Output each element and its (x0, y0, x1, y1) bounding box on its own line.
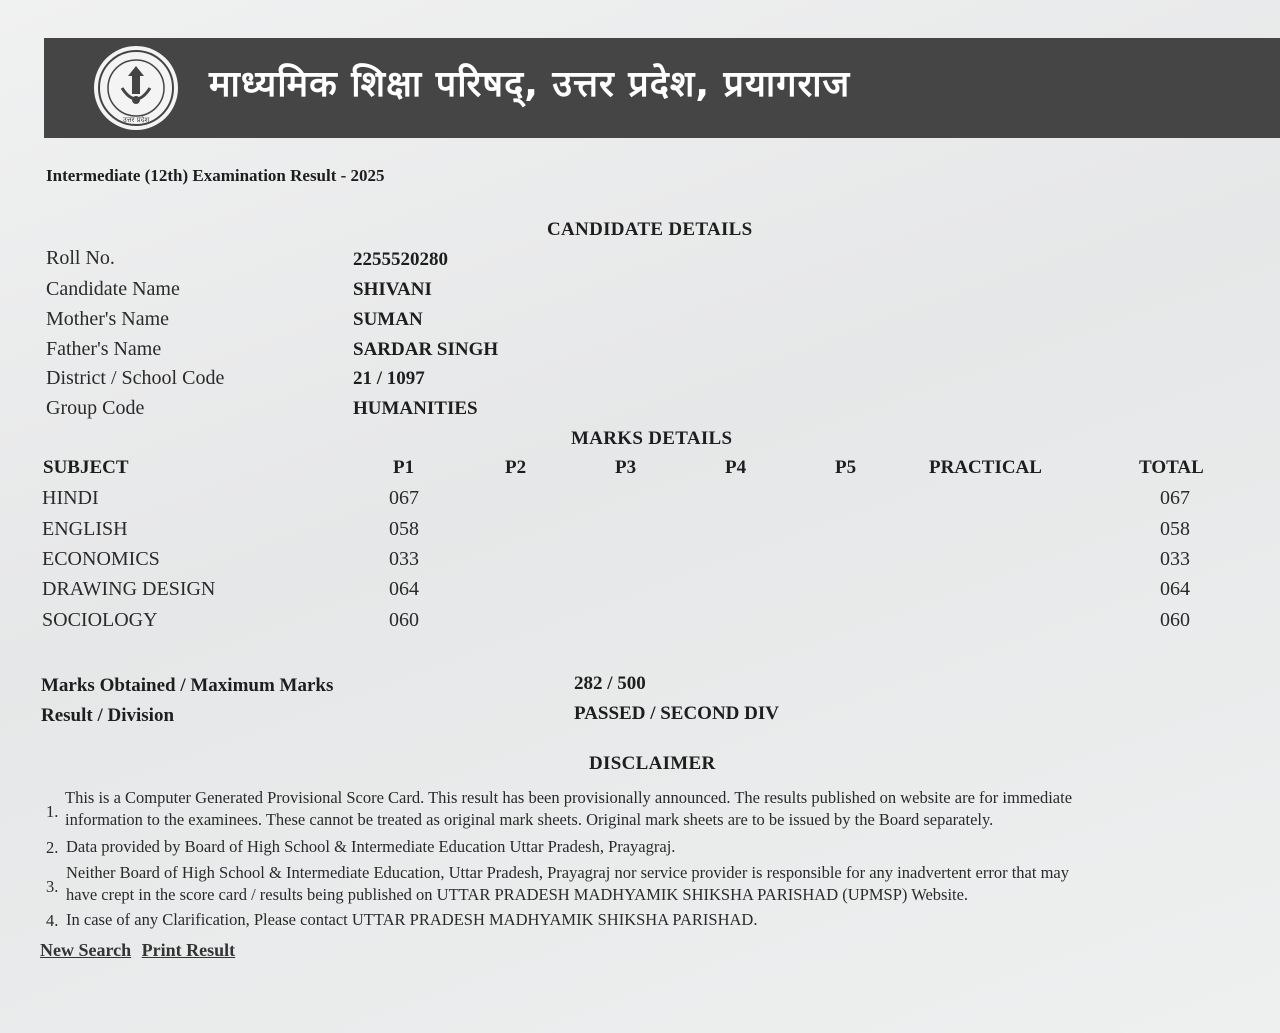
p1-sociology: 060 (389, 609, 419, 631)
total-drawing-design: 064 (1160, 578, 1190, 600)
subject-hindi: HINDI (42, 487, 99, 509)
disclaimer-item-1-line-2: information to the examinees. These cannot be treated as original mark sheets. Original mark sheets are to be issued by the Board separately. (65, 810, 994, 829)
total-hindi: 067 (1160, 487, 1190, 509)
header-p5: P5 (835, 457, 857, 478)
marks-obtained-value: 282 / 500 (574, 673, 646, 694)
disclaimer-item-2-line-1: Data provided by Board of High School & Intermediate Education Uttar Pradesh, Prayagraj. (66, 837, 676, 856)
p1-economics: 033 (389, 548, 419, 570)
disclaimer-number-4: 4. (46, 911, 59, 930)
header-p2: P2 (505, 457, 527, 478)
header-p4: P4 (725, 457, 747, 478)
mother-name-value: SUMAN (353, 309, 423, 330)
board-title: माध्यमिक शिक्षा परिषद्, उत्तर प्रदेश, प्रयागराज (209, 64, 851, 105)
disclaimer-item-4-line-1: In case of any Clarification, Please contact UTTAR PRADESH MADHYAMIK SHIKSHA PARISHAD. (66, 910, 758, 929)
candidate-name-value: SHIVANI (353, 279, 432, 300)
candidate-details-heading: CANDIDATE DETAILS (547, 219, 753, 240)
subject-english: ENGLISH (42, 518, 128, 540)
disclaimer-item-3-line-1: Neither Board of High School & Intermediate Education, Uttar Pradesh, Prayagraj nor service provider is responsible for any inadvertent error that may (66, 863, 1069, 882)
disclaimer-number-3: 3. (46, 877, 59, 896)
disclaimer-item-3-line-2: have crept in the score card / results being published on UTTAR PRADESH MADHYAMIK SHIKSHA PARISHAD (UPMSP) Website. (66, 885, 969, 904)
roll-no-value: 2255520280 (353, 249, 448, 270)
marks-details-heading: MARKS DETAILS (571, 428, 733, 449)
board-header-banner (44, 38, 1280, 138)
group-code-value: HUMANITIES (353, 398, 478, 419)
total-sociology: 060 (1160, 609, 1190, 631)
upmsp-seal-icon (92, 44, 180, 132)
disclaimer-heading: DISCLAIMER (589, 753, 716, 774)
group-code-label: Group Code (46, 397, 145, 419)
header-total: TOTAL (1139, 457, 1204, 478)
exam-title: Intermediate (12th) Examination Result - 2025 (46, 166, 385, 185)
p1-english: 058 (389, 518, 419, 540)
mother-name-label: Mother's Name (46, 308, 170, 330)
total-economics: 033 (1160, 548, 1190, 570)
new-search-link[interactable]: New Search (40, 940, 132, 960)
subject-drawing-design: DRAWING DESIGN (42, 578, 216, 600)
subject-sociology: SOCIOLOGY (42, 609, 158, 631)
roll-no-label: Roll No. (46, 247, 115, 269)
header-subject: SUBJECT (43, 457, 129, 478)
result-division-value: PASSED / SECOND DIV (574, 703, 779, 724)
disclaimer-number-2: 2. (46, 838, 59, 857)
header-p1: P1 (393, 457, 415, 478)
result-actions (40, 940, 241, 961)
candidate-name-label: Candidate Name (46, 278, 180, 300)
marks-obtained-label: Marks Obtained / Maximum Marks (41, 675, 334, 696)
print-result-link[interactable]: Print Result (141, 940, 236, 960)
subject-economics: ECONOMICS (42, 548, 160, 570)
father-name-label: Father's Name (46, 338, 162, 360)
p1-hindi: 067 (389, 487, 419, 509)
disclaimer-number-1: 1. (46, 802, 59, 821)
district-school-code-value: 21 / 1097 (353, 368, 425, 389)
result-division-label: Result / Division (41, 705, 175, 726)
p1-drawing-design: 064 (389, 578, 419, 600)
father-name-value: SARDAR SINGH (353, 339, 499, 360)
seal-text: उत्तर प्रदेश (122, 116, 150, 124)
total-english: 058 (1160, 518, 1190, 540)
disclaimer-item-1-line-1: This is a Computer Generated Provisional Score Card. This result has been provisionally announced. The results published on website are for immediate (65, 788, 1073, 807)
header-practical: PRACTICAL (929, 457, 1042, 478)
district-school-code-label: District / School Code (46, 367, 225, 389)
header-p3: P3 (615, 457, 637, 478)
